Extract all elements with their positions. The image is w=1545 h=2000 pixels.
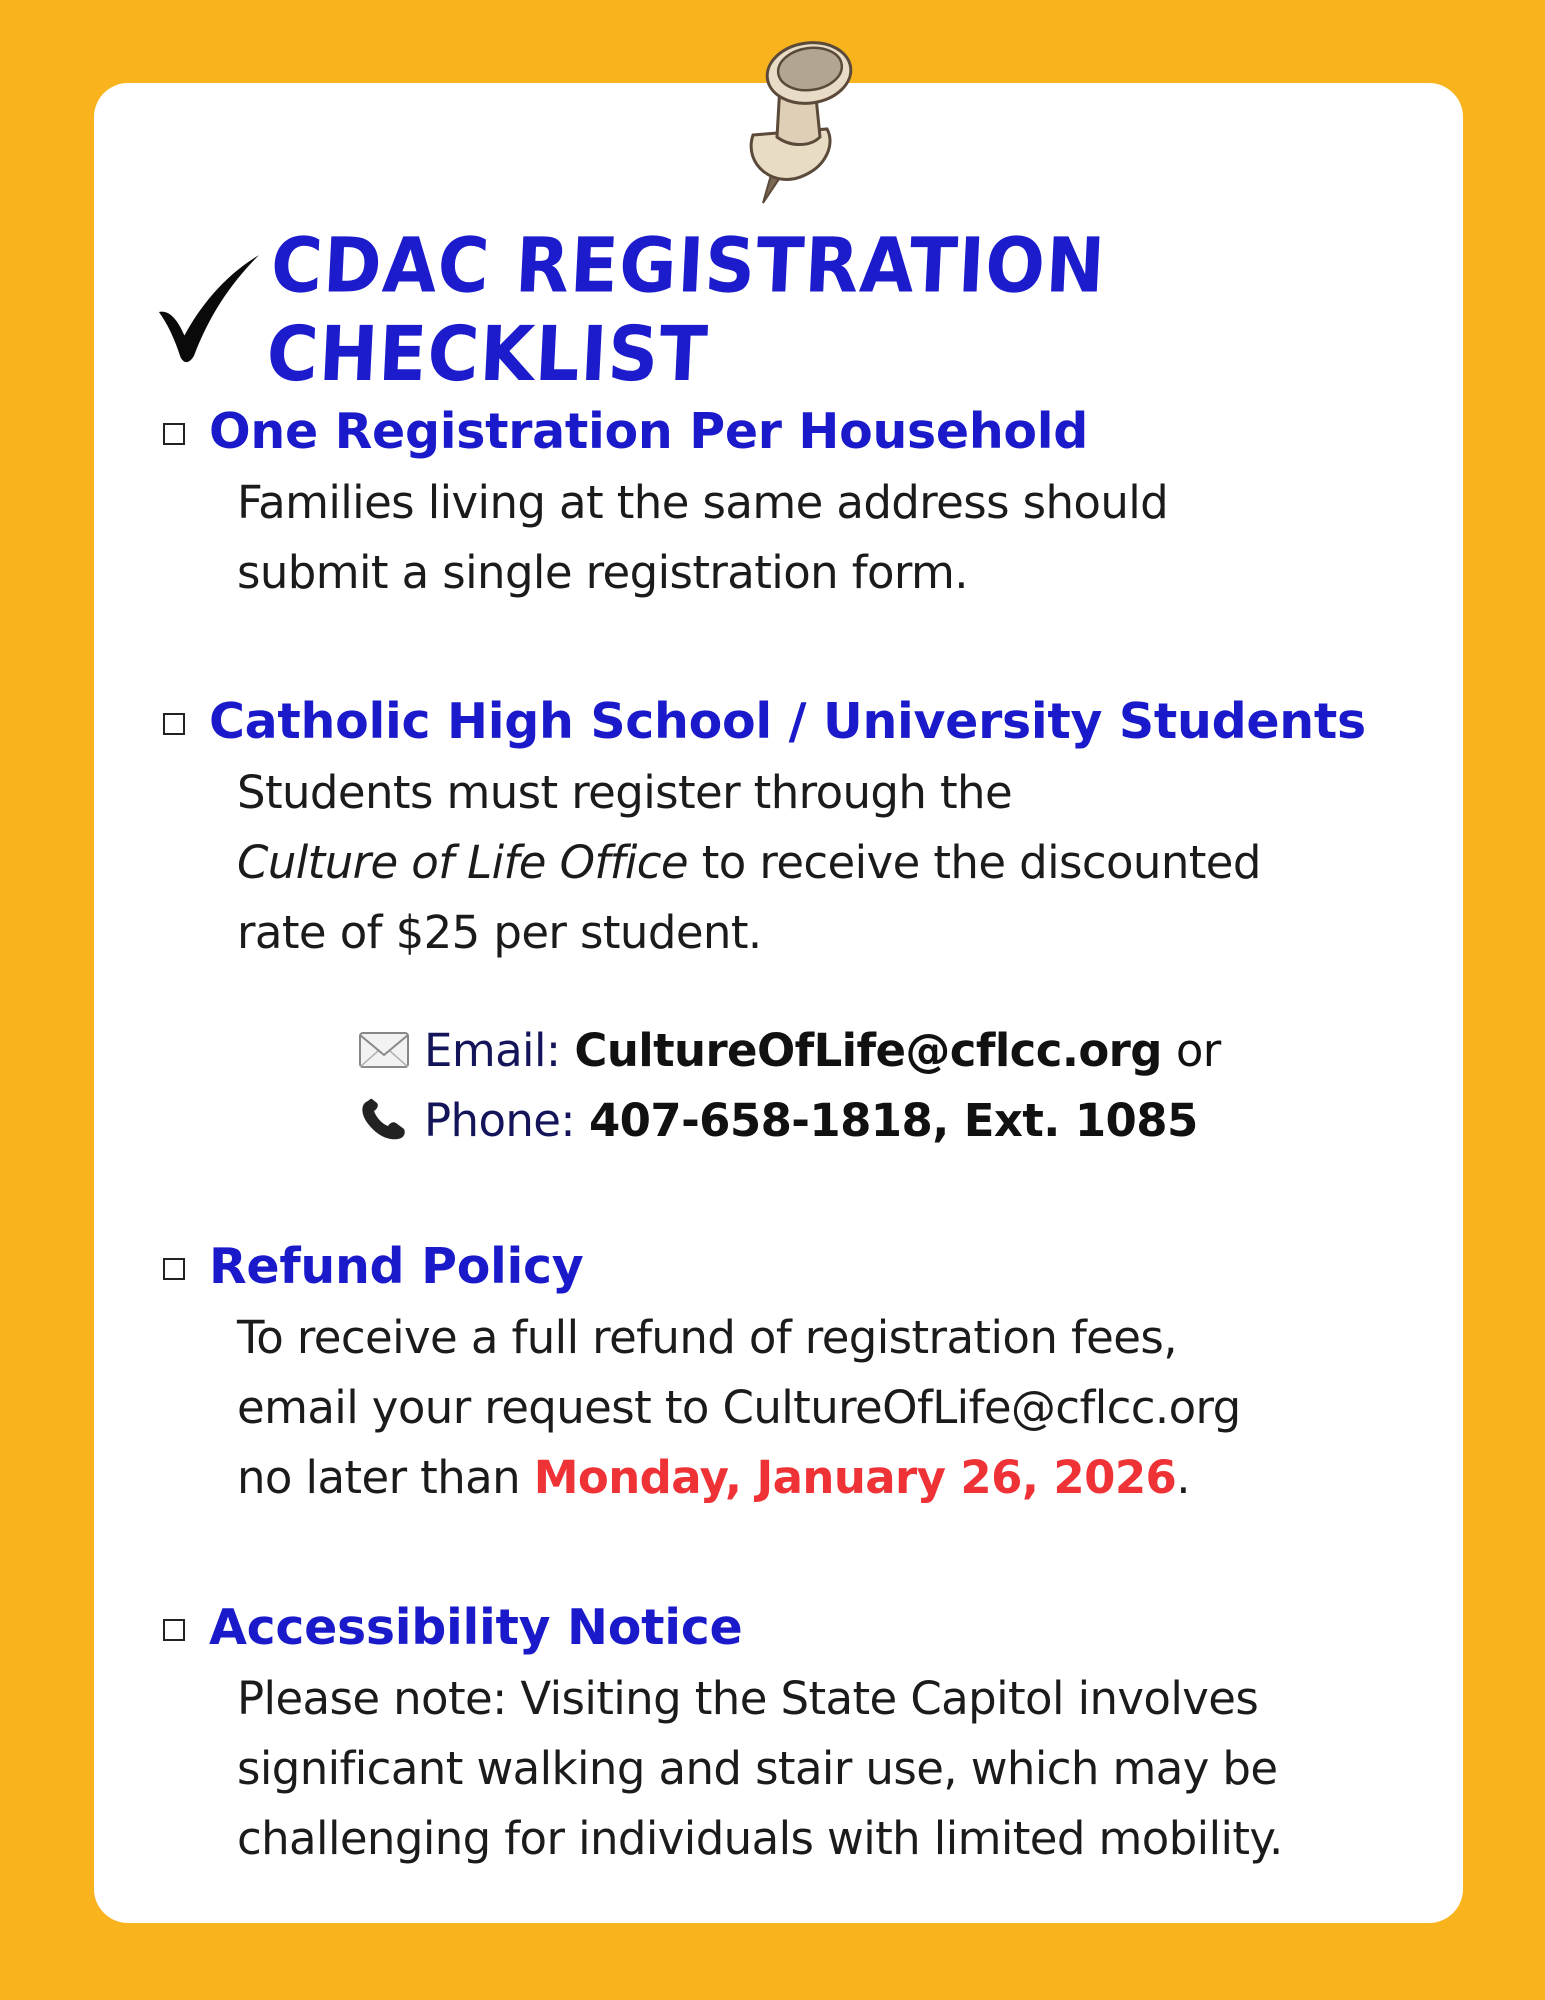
page-title: CDAC REGISTRATION CHECKLIST xyxy=(264,221,1108,399)
checkmark-icon xyxy=(155,252,265,368)
telephone-icon xyxy=(358,1097,410,1143)
body-line xyxy=(237,1443,1423,1513)
body-line: email your request to CultureOfLife@cflcc.org xyxy=(237,1381,1241,1434)
section-body xyxy=(237,468,1423,608)
body-line: challenging for individuals with limited mobility. xyxy=(237,1812,1283,1865)
envelope-icon xyxy=(358,1029,410,1071)
checklist-item-household xyxy=(163,396,1423,608)
section-body xyxy=(237,758,1423,968)
checklist-item-accessibility xyxy=(163,1592,1423,1874)
contact-block xyxy=(358,1015,1358,1155)
body-line: Please note: Visiting the State Capitol involves xyxy=(237,1672,1259,1725)
body-line: Families living at the same address should xyxy=(237,476,1169,529)
email-label: Email: xyxy=(424,1023,561,1077)
section-title: Accessibility Notice xyxy=(209,1598,743,1656)
body-line: rate of $25 per student. xyxy=(237,906,762,959)
section-title: One Registration Per Household xyxy=(209,402,1089,460)
or-text: or xyxy=(1175,1023,1221,1077)
email-line xyxy=(358,1015,1358,1085)
body-text: . xyxy=(1176,1451,1190,1504)
email-link[interactable]: CultureOfLife@cflcc.org xyxy=(574,1023,1162,1077)
title-row xyxy=(155,221,1545,399)
phone-label: Phone: xyxy=(424,1093,575,1147)
section-body xyxy=(237,1303,1423,1513)
checklist-item-refund xyxy=(163,1231,1423,1513)
section-title: Catholic High School / University Students xyxy=(209,692,1366,750)
section-body xyxy=(237,1664,1423,1874)
checkbox-icon xyxy=(163,423,185,445)
pushpin-icon xyxy=(735,25,875,220)
phone-line xyxy=(358,1085,1358,1155)
section-title: Refund Policy xyxy=(209,1237,584,1295)
checkbox-icon xyxy=(163,1619,185,1641)
body-line xyxy=(237,828,1423,898)
checkbox-icon xyxy=(163,1258,185,1280)
body-text: to receive the discounted xyxy=(688,836,1261,889)
refund-deadline: Monday, January 26, 2026 xyxy=(533,1451,1177,1504)
body-line: submit a single registration form. xyxy=(237,546,968,599)
body-line: significant walking and stair use, which may be xyxy=(237,1742,1278,1795)
phone-link[interactable]: 407-658-1818, Ext. 1085 xyxy=(588,1093,1198,1147)
office-name: Culture of Life Office xyxy=(237,836,689,889)
checklist-item-students xyxy=(163,686,1423,968)
body-line: Students must register through the xyxy=(237,766,1013,819)
checkbox-icon xyxy=(163,713,185,735)
body-line: To receive a full refund of registration fees, xyxy=(237,1311,1177,1364)
body-text: no later than xyxy=(237,1451,534,1504)
